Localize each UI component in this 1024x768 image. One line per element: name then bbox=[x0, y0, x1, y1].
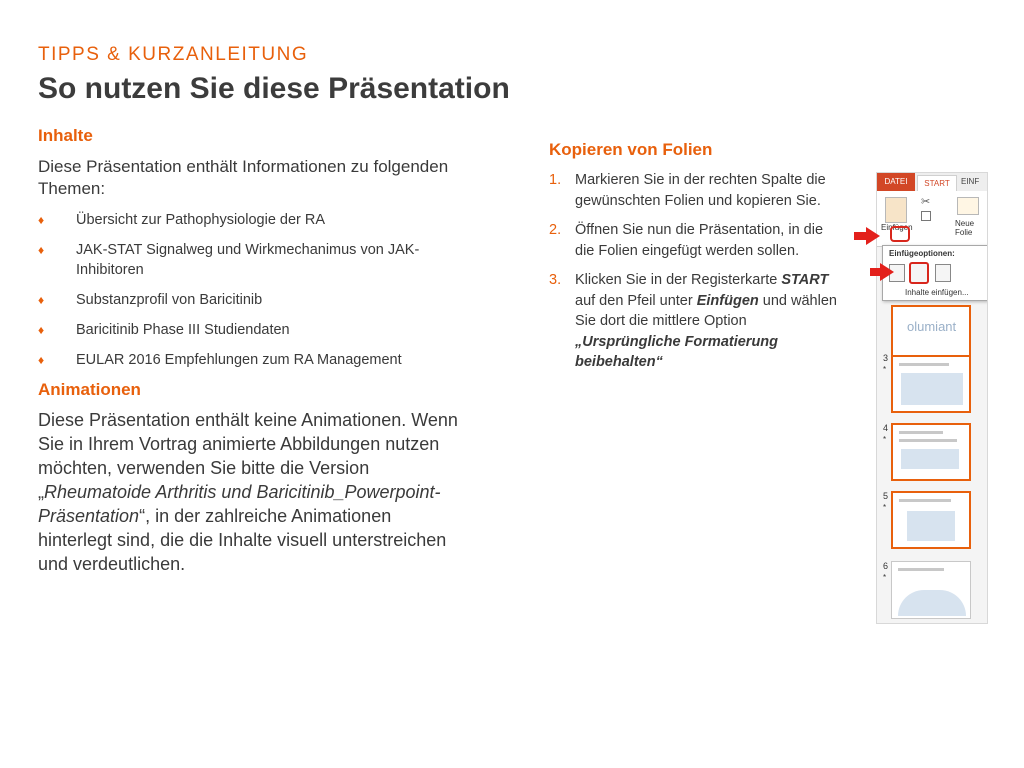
thumb-line bbox=[898, 568, 944, 571]
copy-icon bbox=[921, 211, 931, 221]
scissors-icon: ✂ bbox=[921, 196, 931, 208]
thumb-figure bbox=[898, 590, 966, 616]
copy-step bbox=[549, 270, 839, 373]
copy-step bbox=[549, 170, 839, 211]
paste-options-popup bbox=[882, 245, 988, 301]
diamond-bullet-icon: ♦ bbox=[38, 293, 45, 307]
diamond-bullet-icon: ♦ bbox=[38, 323, 45, 337]
thumb-line bbox=[899, 439, 957, 442]
new-slide-label: Neue Folie bbox=[955, 219, 975, 237]
step-text bbox=[575, 272, 837, 370]
highlight-paste-arrow bbox=[890, 226, 910, 242]
step-text-part: und wählen Sie dort die mittlere Option bbox=[575, 292, 837, 329]
copy-step bbox=[549, 220, 839, 261]
new-slide-icon bbox=[957, 197, 979, 215]
thumb-line bbox=[899, 363, 949, 366]
kicker: TIPPS & KURZANLEITUNG bbox=[38, 44, 309, 65]
ribbon-tabs bbox=[877, 173, 988, 191]
topic-text: Substanzprofil von Baricitinib bbox=[76, 292, 263, 308]
step-text: Markieren Sie in der rechten Spalte die gewünschten Folien und kopieren Sie. bbox=[575, 172, 826, 209]
page-title: So nutzen Sie diese Präsentation bbox=[38, 72, 510, 105]
slide-thumbnail bbox=[891, 423, 971, 481]
slide-star: * bbox=[883, 435, 887, 444]
step-paste: Einfügen bbox=[696, 292, 759, 309]
step-keep-formatting: „Ursprüngliche Formatierung beibehalten“ bbox=[575, 333, 779, 370]
topic-text: JAK-STAT Signalweg und Wirkmechanimus von JAK-Inhibitoren bbox=[76, 242, 420, 278]
topic-text: Übersicht zur Pathophysiologie der RA bbox=[76, 212, 326, 228]
topic-list bbox=[38, 210, 468, 370]
copy-steps bbox=[549, 170, 839, 373]
thumb-figure bbox=[901, 449, 959, 469]
diamond-bullet-icon: ♦ bbox=[38, 213, 45, 227]
animations-text-2: “, in der zahlreiche Animationen hinterlegt sind, die die Inhalte visuell unterstreichen und verdeutlichen. bbox=[38, 506, 447, 574]
step-text: Öffnen Sie nun die Präsentation, in die die Folien eingefügt werden sollen. bbox=[575, 222, 824, 259]
step-text-part: auf den Pfeil unter bbox=[575, 292, 697, 309]
thumb-figure bbox=[907, 511, 955, 541]
keep-source-formatting-icon bbox=[909, 262, 929, 284]
slide-star: * bbox=[883, 365, 887, 374]
tab-start: START bbox=[917, 175, 957, 191]
slide-number: 4 bbox=[883, 423, 889, 433]
olumiant-logo: olumiant bbox=[907, 319, 957, 334]
copy-slides-column bbox=[549, 140, 839, 382]
tab-insert: EINF bbox=[961, 177, 980, 186]
animations-paragraph bbox=[38, 408, 468, 576]
topic-item bbox=[38, 240, 468, 280]
left-column bbox=[38, 126, 468, 576]
topic-item bbox=[38, 320, 468, 340]
slide-thumbnail bbox=[891, 561, 971, 619]
slide-star: * bbox=[883, 573, 887, 582]
copy-heading: Kopieren von Folien bbox=[549, 140, 713, 159]
thumb-line bbox=[899, 431, 943, 434]
paste-label: Einfügen bbox=[881, 223, 913, 232]
slide-number: 6 bbox=[883, 561, 889, 571]
diamond-bullet-icon: ♦ bbox=[38, 353, 45, 367]
topic-item bbox=[38, 210, 468, 230]
contents-intro: Diese Präsentation enthält Informationen zu folgenden Themen: bbox=[38, 157, 449, 198]
step-start-tab: START bbox=[781, 272, 829, 288]
thumb-line bbox=[899, 499, 951, 502]
slide-star: * bbox=[883, 503, 887, 512]
paste-special-link: Inhalte einfügen... bbox=[905, 288, 969, 297]
animations-heading: Animationen bbox=[38, 380, 141, 399]
topic-text: Baricitinib Phase III Studiendaten bbox=[76, 322, 290, 338]
step-text-part: Klicken Sie in der Registerkarte bbox=[575, 272, 782, 288]
clipboard-icon bbox=[885, 197, 907, 223]
animations-text-1: Diese Präsentation enthält keine Animationen. Wenn Sie in Ihrem Vortrag animierte Abbildungen nutzen möchten, verwenden Sie bitte die Version „ bbox=[38, 410, 458, 502]
step-number: 2. bbox=[549, 222, 562, 238]
slide-thumbnail bbox=[891, 491, 971, 549]
slide-number: 5 bbox=[883, 491, 889, 501]
slide-thumbnail bbox=[891, 355, 971, 413]
topic-text: EULAR 2016 Empfehlungen zum RA Management bbox=[76, 352, 402, 368]
paste-picture-icon bbox=[935, 264, 951, 282]
animations-version-name: Rheumatoide Arthritis und Baricitinib_Powerpoint-Präsentation bbox=[38, 482, 441, 526]
thumb-figure bbox=[901, 373, 963, 405]
tab-file: DATEI bbox=[877, 173, 915, 191]
step-number: 3. bbox=[549, 272, 562, 288]
step-number: 1. bbox=[549, 172, 562, 188]
topic-item bbox=[38, 290, 468, 310]
slide-number: 3 bbox=[883, 353, 889, 363]
paste-options-title: Einfügeoptionen: bbox=[889, 249, 955, 258]
contents-heading: Inhalte bbox=[38, 126, 93, 145]
topic-item bbox=[38, 350, 468, 370]
diamond-bullet-icon: ♦ bbox=[38, 243, 45, 257]
